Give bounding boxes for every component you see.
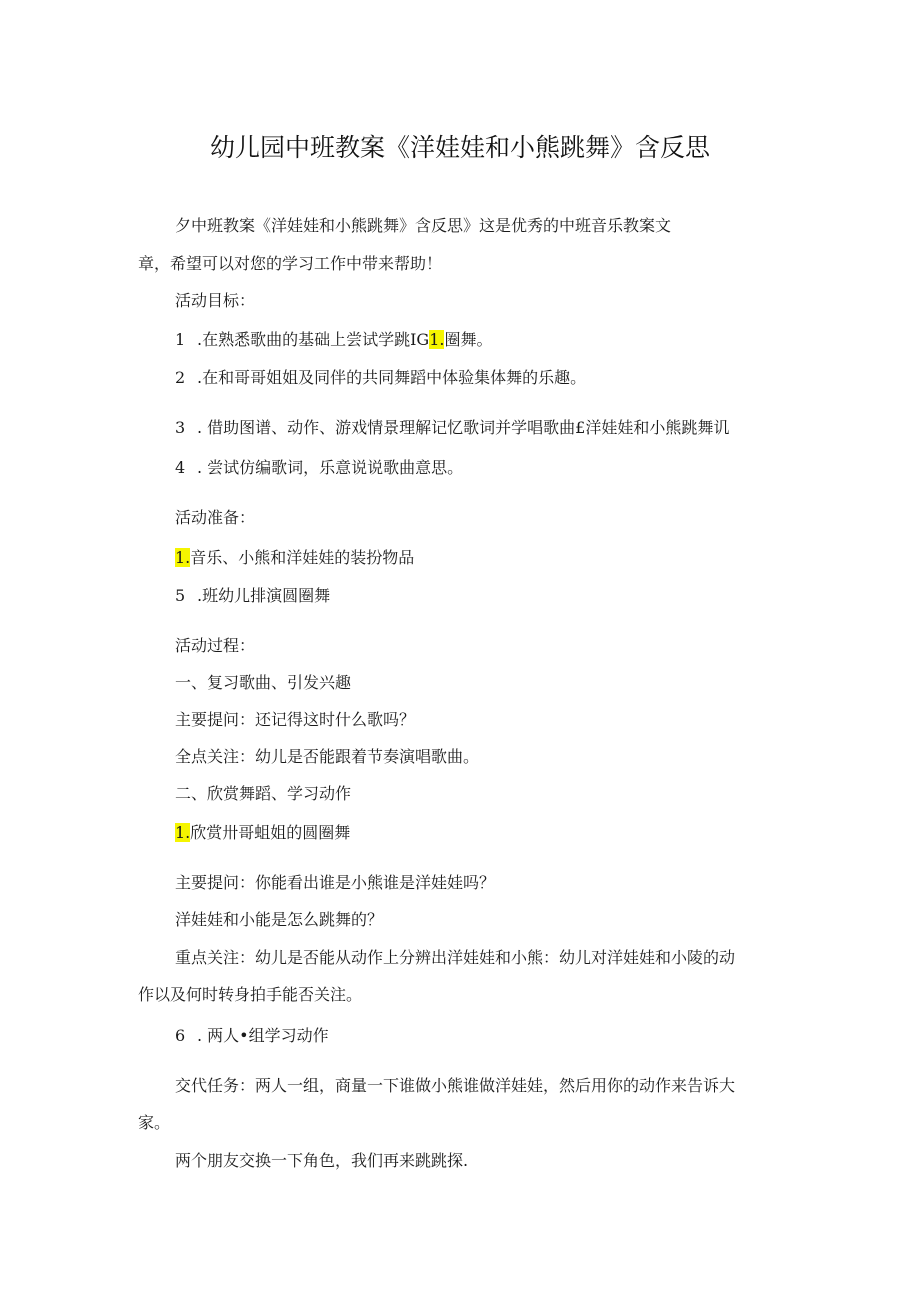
highlight-mark: 1. bbox=[429, 330, 445, 349]
goal-item-2-text: .在和哥哥姐姐及同伴的共同舞蹈中体验集体舞的乐趣。 bbox=[197, 368, 587, 387]
goal-item-1-text-end: 圈舞。 bbox=[444, 330, 493, 349]
goals-heading: 活动目标： bbox=[175, 291, 256, 310]
process-sub-1 bbox=[175, 823, 350, 843]
process-heading: 活动过程： bbox=[175, 636, 256, 655]
process-swap: 两个朋友交换一下角色，我们再来跳跳探. bbox=[175, 1151, 469, 1170]
goal-item-3 bbox=[175, 418, 729, 438]
prep-heading: 活动准备： bbox=[175, 508, 256, 527]
goal-item-3-number: 3 bbox=[175, 418, 186, 437]
process-question-3: 洋娃娃和小能是怎么跳舞的？ bbox=[175, 910, 384, 929]
goal-item-1 bbox=[175, 330, 492, 350]
process-focus-1: 全点关注：幼儿是否能跟着节奏演唱歌曲。 bbox=[175, 747, 480, 766]
process-question-2: 主要提问：你能看出谁是小熊谁是洋娃娃吗？ bbox=[175, 873, 496, 892]
process-sub-6 bbox=[175, 1026, 329, 1046]
goal-item-4 bbox=[175, 458, 463, 478]
process-task-line-1: 交代任务：两人一组，商量一下谁做小熊谁做洋娃娃，然后用你的动作来告诉大 bbox=[175, 1076, 736, 1095]
prep-item-5-number: 5 bbox=[175, 586, 186, 605]
process-sub-6-text: . 两人•组学习动作 bbox=[197, 1026, 329, 1045]
goal-item-3-text: . 借助图谱、动作、游戏情景理解记忆歌词并学唱歌曲£洋娃娃和小熊跳舞讥 bbox=[197, 418, 730, 437]
highlight-mark: 1. bbox=[175, 548, 191, 567]
process-focus-2-line-1: 重点关注：幼儿是否能从动作上分辨出洋娃娃和小熊：幼儿对洋娃娃和小陵的动 bbox=[175, 948, 736, 967]
process-step-2: 二、欣赏舞蹈、学习动作 bbox=[175, 784, 352, 803]
goal-item-1-number: 1 bbox=[175, 330, 186, 349]
goal-item-4-number: 4 bbox=[175, 458, 186, 477]
process-question-1: 主要提问：还记得这时什么歌吗？ bbox=[175, 710, 416, 729]
highlight-mark: 1. bbox=[175, 823, 191, 842]
goal-item-2-number: 2 bbox=[175, 368, 186, 387]
process-sub-6-number: 6 bbox=[175, 1026, 186, 1045]
goal-item-2 bbox=[175, 368, 586, 388]
intro-line-2: 章，希望可以对您的学习工作中带来帮助！ bbox=[138, 254, 443, 273]
process-focus-2-line-2: 作以及何时转身拍手能否关注。 bbox=[138, 985, 363, 1004]
process-task-line-2: 家。 bbox=[138, 1113, 171, 1132]
prep-item-1 bbox=[175, 548, 414, 568]
goal-item-4-text: . 尝试仿编歌词，乐意说说歌曲意思。 bbox=[197, 458, 464, 477]
prep-item-5 bbox=[175, 586, 330, 606]
intro-line-1: 夕中班教案《洋娃娃和小熊跳舞》含反思》这是优秀的中班音乐教案文 bbox=[175, 216, 672, 235]
prep-item-1-text: 音乐、小熊和洋娃娃的装扮物品 bbox=[190, 548, 415, 567]
process-step-1: 一、复习歌曲、引发兴趣 bbox=[175, 673, 352, 692]
prep-item-5-text: .班幼儿排演圆圈舞 bbox=[197, 586, 331, 605]
process-sub-1-text: 欣赏卅哥蛆姐的圆圈舞 bbox=[190, 823, 351, 842]
goal-item-1-text: .在熟悉歌曲的基础上尝试学跳IG bbox=[197, 330, 430, 349]
page-title: 幼儿园中班教案《洋娃娃和小熊跳舞》含反思 bbox=[209, 133, 710, 162]
